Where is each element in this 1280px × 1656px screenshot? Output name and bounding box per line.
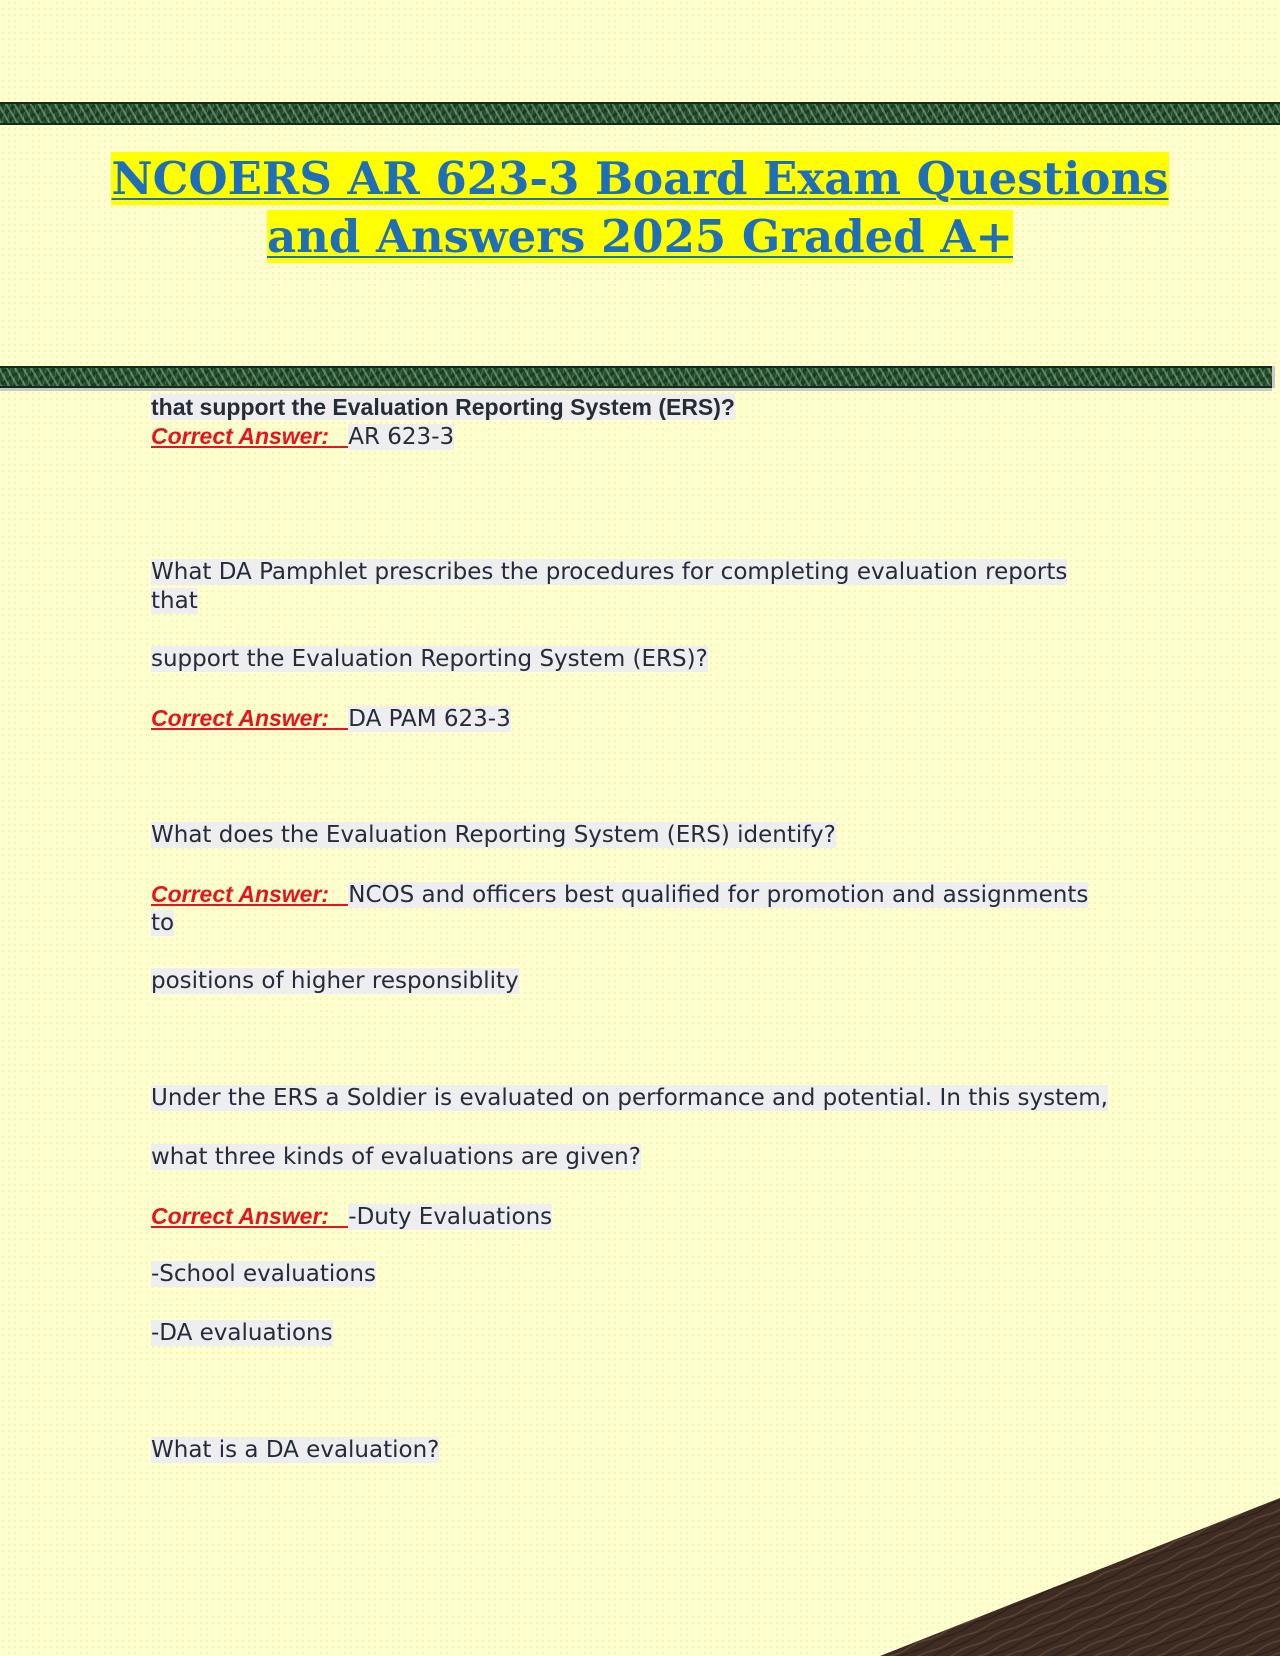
answer-4-line-2: -School evaluations (151, 1261, 376, 1287)
question-5-line-1: What is a DA evaluation? (151, 1437, 440, 1463)
question-4-line-1: Under the ERS a Soldier is evaluated on performance and potential. In this system, (151, 1085, 1108, 1111)
question-2-line-1: What DA Pamphlet prescribes the procedures for completing evaluation reports (151, 559, 1068, 585)
correct-answer-label: Correct Answer: (151, 881, 349, 907)
answer-2: Correct Answer: DA PAM 623-3 (151, 705, 511, 732)
answer-3-line-2: to (151, 910, 175, 936)
question-2-line-3: support the Evaluation Reporting System (ERS)? (151, 646, 708, 672)
question-2-line-2: that (151, 588, 198, 614)
correct-answer-label: Correct Answer: (151, 423, 349, 449)
answer-4-line-1: Correct Answer: -Duty Evaluations (151, 1203, 553, 1230)
answer-1: Correct Answer: AR 623-3 (151, 423, 455, 450)
title-line-1: NCOERS AR 623-3 Board Exam Questions (111, 152, 1169, 205)
document-body (0, 384, 1280, 1656)
correct-answer-label: Correct Answer: (151, 705, 349, 731)
answer-3-line-1: Correct Answer: NCOS and officers best qualified for promotion and assignments (151, 881, 1089, 908)
bottom-marble-banner (0, 366, 1272, 388)
question-1-line-2: that support the Evaluation Reporting System (ERS)? (151, 394, 735, 420)
top-marble-banner (0, 102, 1280, 125)
question-4-line-2: what three kinds of evaluations are given? (151, 1144, 641, 1170)
answer-3-line-3: positions of higher responsiblity (151, 968, 519, 994)
correct-answer-label: Correct Answer: (151, 1203, 349, 1229)
answer-4-line-3: -DA evaluations (151, 1320, 333, 1346)
document-title (0, 150, 1280, 266)
question-3-line-1: What does the Evaluation Reporting System (ERS) identify? (151, 822, 836, 848)
title-line-2: and Answers 2025 Graded A+ (266, 210, 1014, 263)
